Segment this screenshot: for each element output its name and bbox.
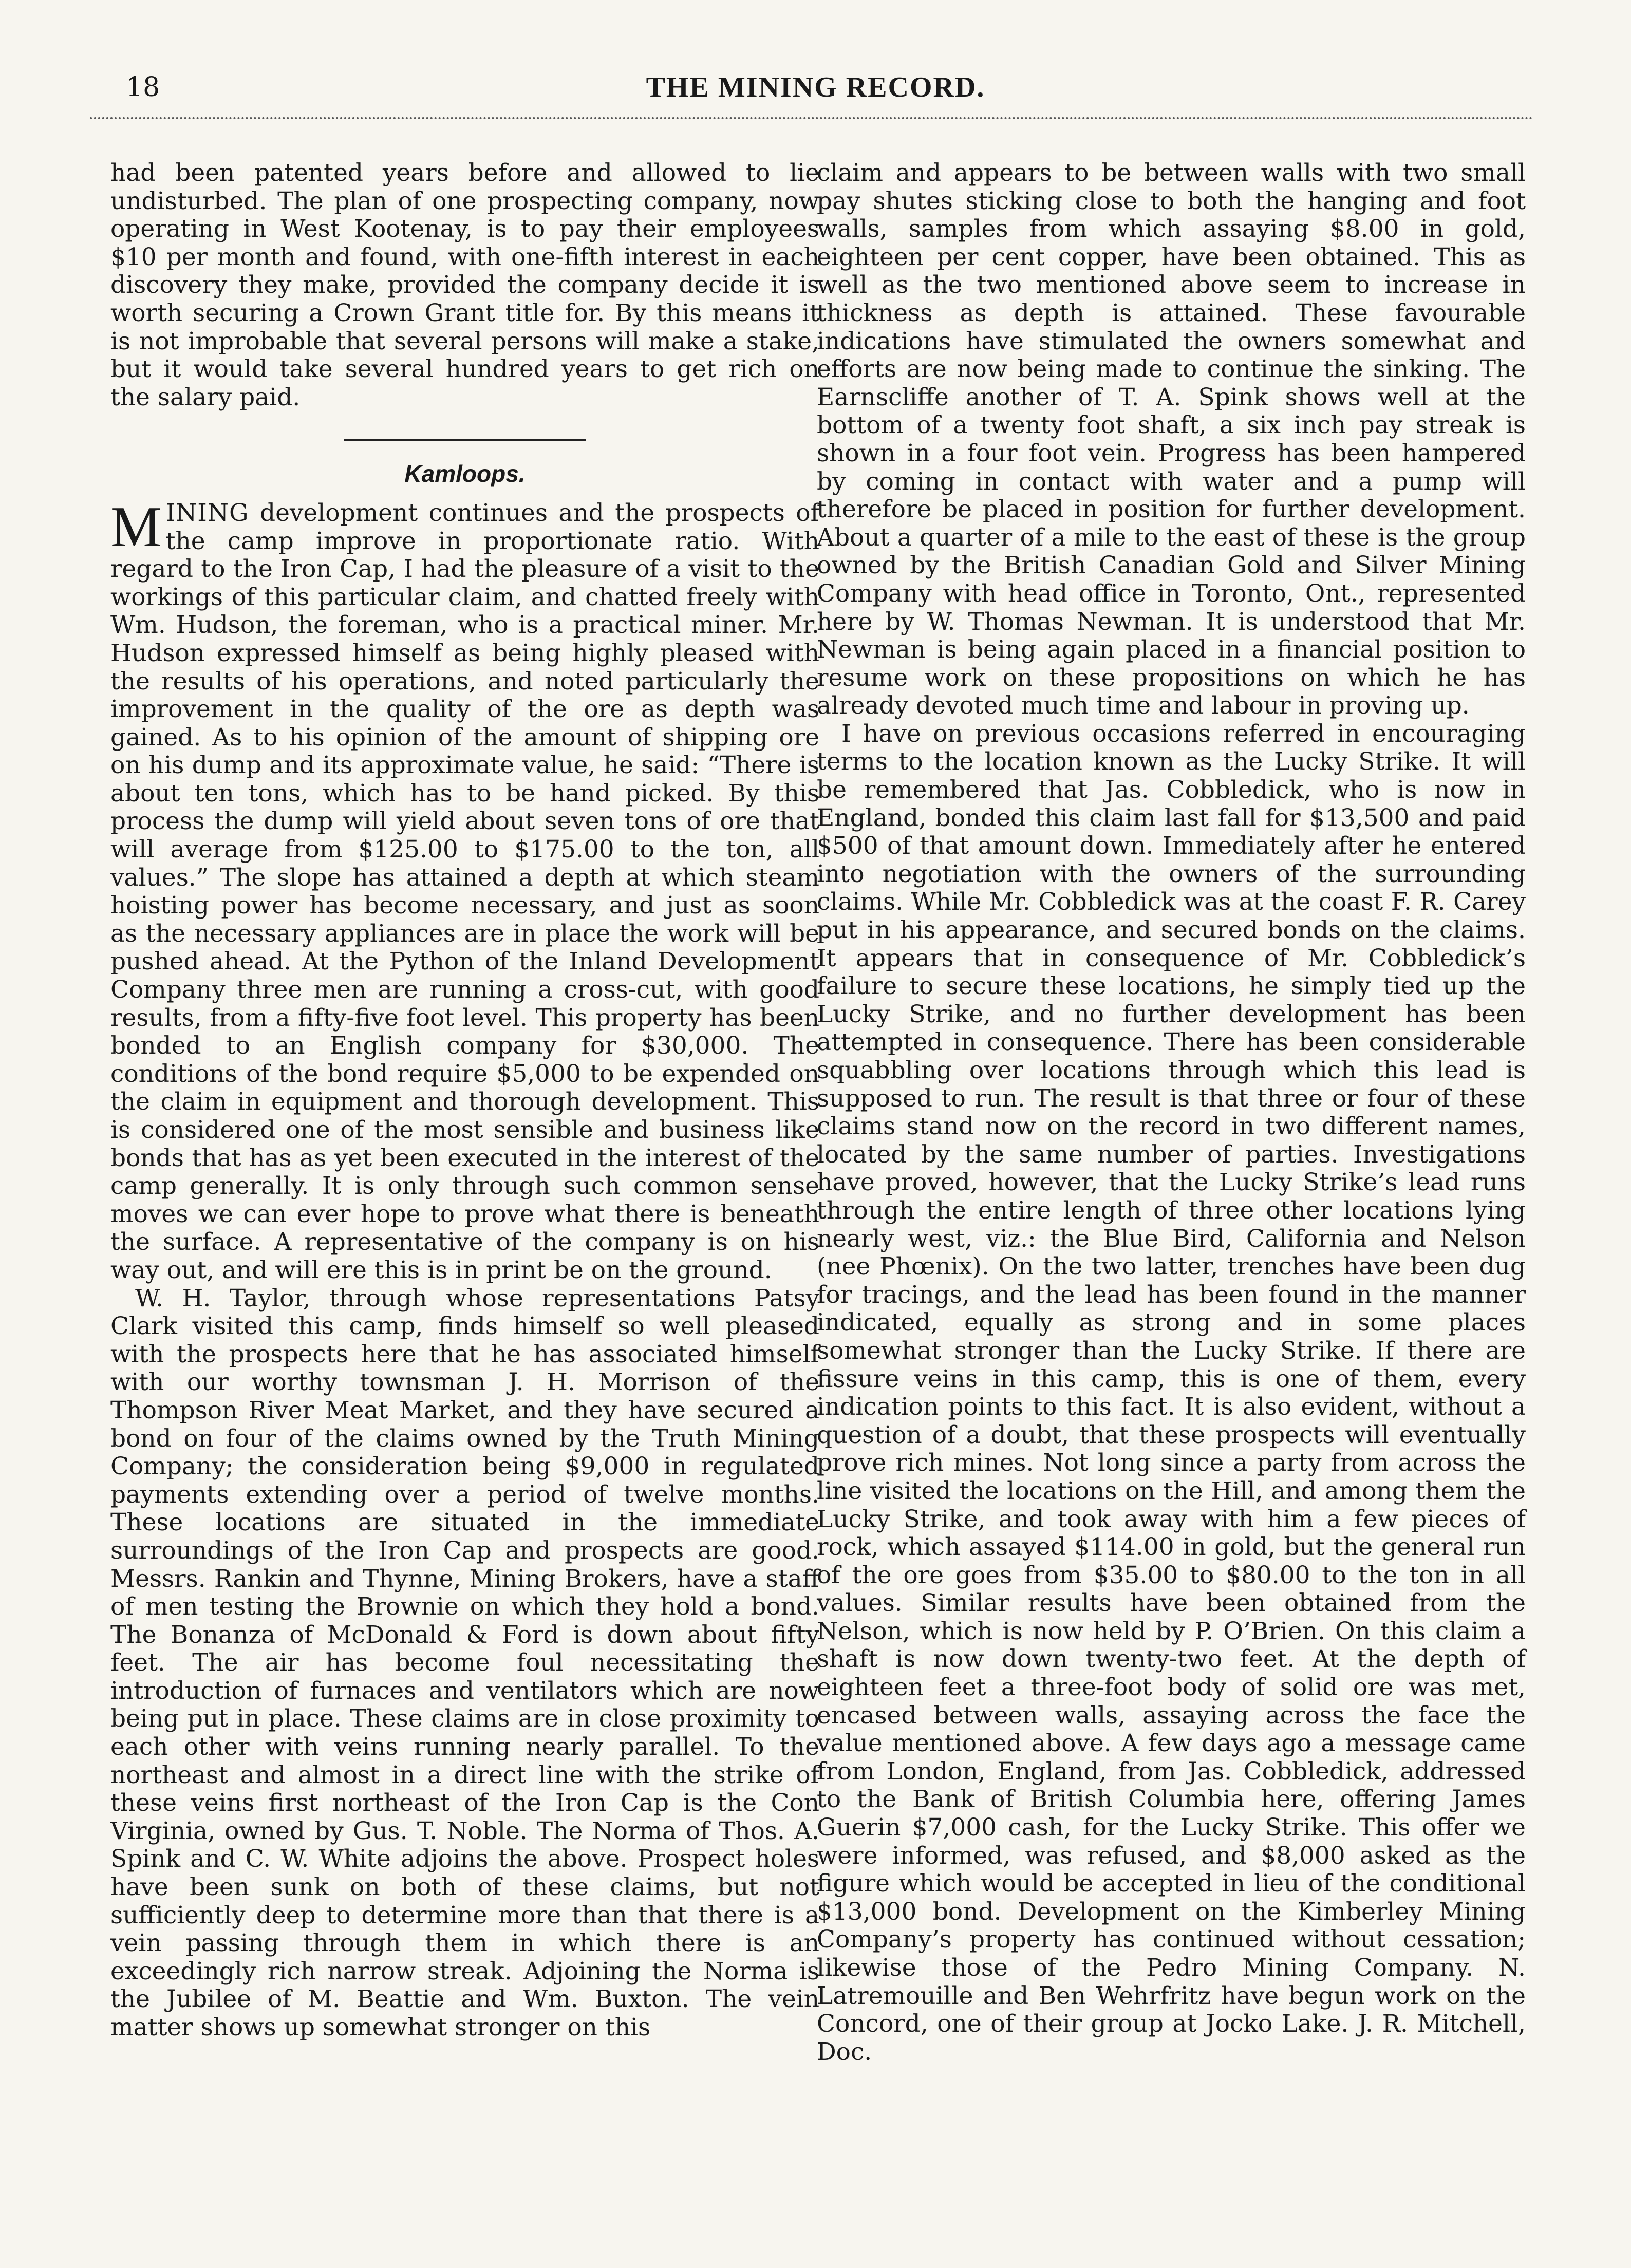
lead-caps: INING (165, 498, 249, 527)
kamloops-paragraph-1 (110, 495, 819, 1285)
section-title: Kamloops. (404, 460, 526, 488)
kamloops-paragraph-2: W. H. Taylor, through whose representations Patsy Clark visited this camp, finds himself so well pleased with the prospects here that he has associated himself with our worthy townsman J. H. Morrison of the Thompson River Meat Market, and they have secured a bond on four of the claims owned by the Truth Mining Company; the consideration being $9,000 in regulated payments extending over a period of twelve months. These locations are situated in the immediate surroundings of the Iron Cap and prospects are good. Messrs. Rankin and Thynne, Mining Brokers, have a staff of men testing the Brownie on which they hold a bond. The Bonanza of McDonald & Ford is down about fifty feet. The air has become foul necessitating the introduction of furnaces and ventilators which are now being put in place. These claims are in close proximity to each other with veins running nearly parallel. To the northeast and almost in a direct line with the strike of these veins first northeast of the Iron Cap is the Con Virginia, owned by Gus. T. Noble. The Norma of Thos. A. Spink and C. W. White adjoins the above. Prospect holes have been sunk on both of these claims, but not sufficiently deep to determine more than that there is a vein passing through them in which there is an exceedingly rich narrow streak. Adjoining the Norma is the Jubilee of M. Beattie and Wm. Buxton. The vein matter shows up somewhat stronger on this (110, 1284, 819, 2041)
page-header (0, 62, 1631, 123)
journal-title: THE MINING RECORD. (646, 71, 985, 103)
right-continuation-paragraph: claim and appears to be between walls with two small pay shutes sticking close to both the hanging and foot walls, samples from which assaying $8.00 in gold, eighteen per cent copper, have been obtained. This as well as the two mentioned above seem to increase in thickness as depth is attained. These favourable indications have stimulated the owners somewhat and efforts are now being made to continue the sinking. The Earnscliffe another of T. A. Spink shows well at the bottom of a twenty foot shaft, a six inch pay streak is shown in a four foot vein. Progress has been hampered by coming in contact with water and a pump will therefore be placed in position for further development. About a quarter of a mile to the east of these is the group owned by the British Canadian Gold and Silver Mining Company with head office in Toronto, Ont., represented here by W. Thomas Newman. It is understood that Mr. Newman is being again placed in a financial position to resume work on these propositions on which he has already devoted much time and labour in proving up. (817, 159, 1526, 720)
right-column (817, 159, 1526, 2066)
lucky-strike-paragraph: I have on previous occasions referred in encouraging terms to the location known as the Lucky Strike. It will be remembered that Jas. Cobbledick, who is now in England, bonded this claim last fall for $13,500 and paid $500 of that amount down. Immediately after he entered into negotiation with the owners of the surrounding claims. While Mr. Cobbledick was at the coast F. R. Carey put in his appearance, and secured bonds on the claims. It appears that in consequence of Mr. Cobbledick’s failure to secure these locations, he simply tied up the Lucky Strike, and no further development has been attempted in consequence. There has been considerable squabbling over locations through which this lead is supposed to run. The result is that three or four of these claims stand now on the record in two different names, located by the same number of parties. Investigations have proved, however, that the Lucky Strike’s lead runs through the entire length of three other locations lying nearly west, viz.: the Blue Bird, California and Nelson (nee Phœnix). On the two latter, trenches have been dug for tracings, and the lead has been found in the manner indicated, equally as strong and in some places somewhat stronger than the Lucky Strike. If there are fissure veins in this camp, this is one of them, every indication points to this fact. It is also evident, without a question of a doubt, that these prospects will eventually prove rich mines. Not long since a party from across the line visited the locations on the Hill, and among them the Lucky Strike, and took away with him a few pieces of rock, which assayed $114.00 in gold, but the general run of the ore goes from $35.00 to $80.00 to the ton in all values. Similar results have been obtained from the Nelson, which is now held by P. O’Brien. On this claim a shaft is now down twenty-two feet. At the depth of eighteen feet a three-foot body of solid ore was met, encased between walls, assaying across the face the value mentioned above. A few days ago a message came from London, England, from Jas. Cobbledick, addressed to the Bank of British Columbia here, offering James Guerin $7,000 cash, for the Lucky Strike. This offer we were informed, was refused, and $8,000 asked as the figure which would be accepted in lieu of the conditional $13,000 bond. Development on the Kimberley Mining Company’s property has continued without cessation; likewise those of the Pedro Mining Company. N. Latremouille and Ben Wehrfritz have begun work on the Concord, one of their group at Jocko Lake. J. R. Mitchell, Doc. (817, 719, 1526, 2066)
drop-cap: M (110, 495, 162, 559)
paragraph-1-text: development continues and the prospects of the camp improve in proportionate ratio. With regard to the Iron Cap, I had the pleasure of a visit to the workings of this particular claim, and chatted freely with Wm. Hudson, the foreman, who is a practical miner. Mr. Hudson expressed himself as being highly pleased with the results of his operations, and noted particularly the improvement in the quality of the ore as depth was gained. As to his opinion of the amount of shipping ore on his dump and its approximate value, he said: “There is about ten tons, which has to be hand picked. By this process the dump will yield about seven tons of ore that will average from $125.00 to $175.00 to the ton, all values.” The slope has attained a depth at which steam hoisting power has become necessary, and just as soon as the necessary appliances are in place the work will be pushed ahead. At the Python of the Inland Development Company three men are running a cross-cut, with good results, from a fifty-five foot level. This property has been bonded to an English company for $30,000. The conditions of the bond require $5,000 to be expended on the claim in equipment and thorough development. This is considered one of the most sensible and business like bonds that has as yet been executed in the interest of the camp generally. It is only through such common sense moves we can ever hope to prove what there is beneath the surface. A representative of the company is on his way out, and will ere this is in print be on the ground. (110, 498, 819, 1284)
header-rule (90, 117, 1533, 119)
left-continuation-paragraph: had been patented years before and allowed to lie undisturbed. The plan of one prospecting company, now operating in West Kootenay, is to pay their employees $10 per month and found, with one-fifth interest in each discovery they make, provided the company decide it is worth securing a Crown Grant title for. By this means it is not improbable that several persons will make a stake, but it would take several hundred years to get rich on the salary paid. (110, 159, 819, 411)
page-number: 18 (126, 72, 160, 103)
left-column (110, 159, 819, 2042)
section-divider (344, 439, 586, 441)
